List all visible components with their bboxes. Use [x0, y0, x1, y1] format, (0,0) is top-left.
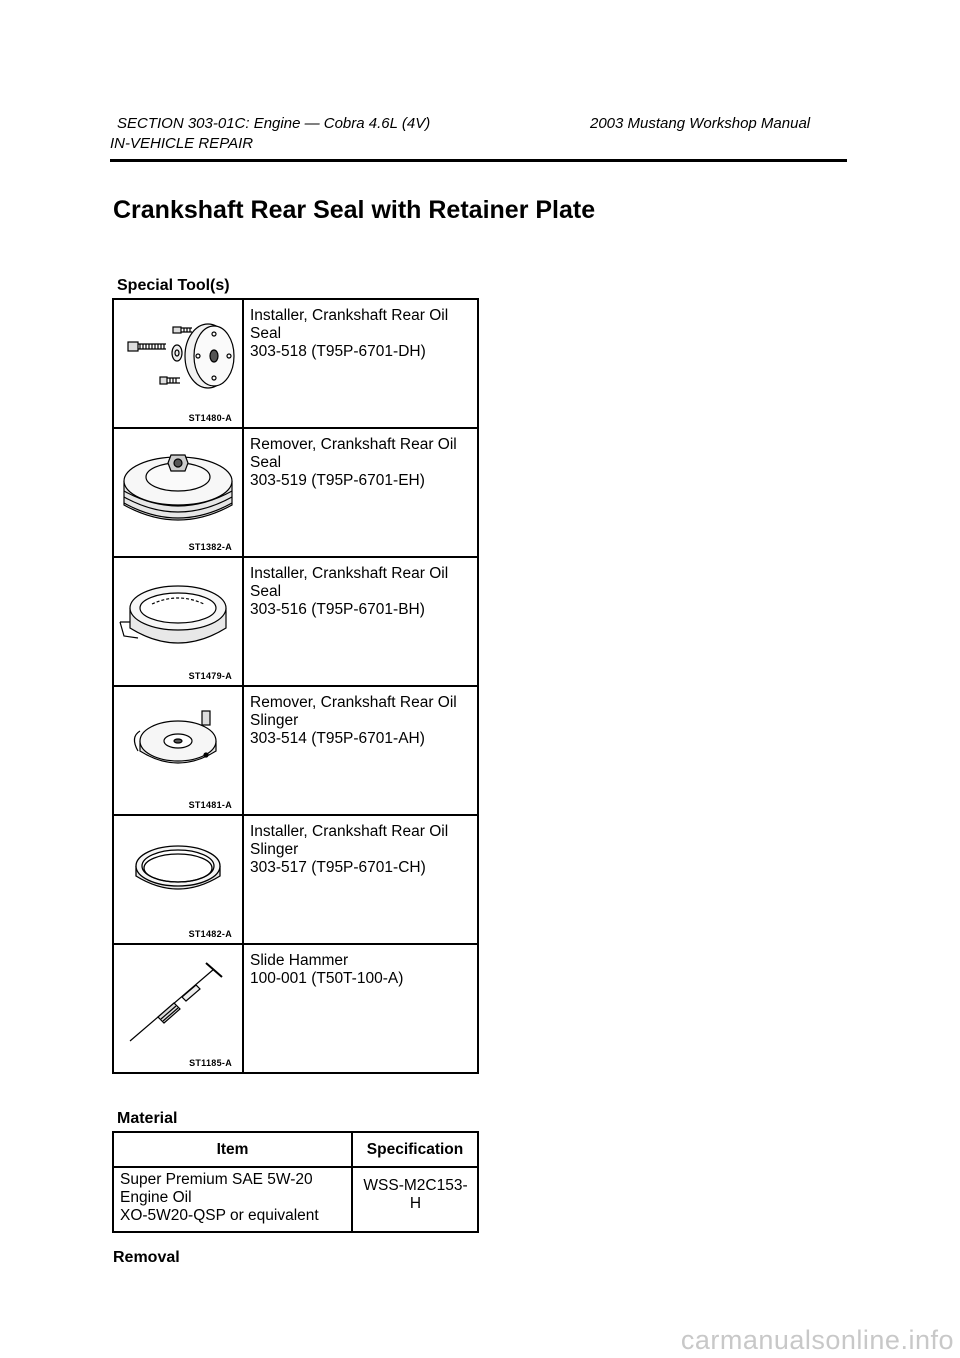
- tool-image-cell: [113, 428, 243, 557]
- material-item-line: Super Premium SAE 5W-20: [120, 1171, 313, 1188]
- tool-code: ST1382-A: [188, 542, 232, 552]
- item-column-header: Item: [113, 1132, 352, 1167]
- tool-number: 100-001 (T50T-100-A): [250, 970, 404, 987]
- tool-name: Remover, Crankshaft Rear Oil Seal: [250, 436, 457, 471]
- seal-installer-bolts-icon: [116, 304, 240, 414]
- seal-remover-icon: [116, 433, 240, 543]
- special-tools-table: [112, 298, 479, 1074]
- removal-heading: Removal: [113, 1249, 180, 1266]
- tool-code: ST1482-A: [188, 929, 232, 939]
- material-item: [113, 1167, 352, 1232]
- tool-image-cell: [113, 944, 243, 1073]
- tool-code: ST1185-A: [189, 1058, 232, 1068]
- header-manual: 2003 Mustang Workshop Manual: [590, 115, 811, 132]
- tool-row: [113, 815, 478, 944]
- tool-image-cell: [113, 686, 243, 815]
- tool-row: [113, 299, 478, 428]
- tool-name: Installer, Crankshaft Rear Oil Seal: [250, 307, 449, 342]
- header-section: SECTION 303-01C: Engine — Cobra 4.6L (4V): [117, 115, 431, 132]
- tool-name: Installer, Crankshaft Rear Oil Slinger: [250, 823, 449, 858]
- material-spec-line: H: [409, 1195, 422, 1212]
- page-title: Crankshaft Rear Seal with Retainer Plate: [113, 196, 596, 224]
- tool-row: [113, 944, 478, 1073]
- tool-image-cell: [113, 557, 243, 686]
- tool-number: 303-514 (T95P-6701-AH): [250, 730, 425, 747]
- tool-description: [243, 428, 478, 557]
- tool-number: 303-516 (T95P-6701-BH): [250, 601, 425, 618]
- slinger-remover-icon: [116, 691, 240, 801]
- material-spec-line: WSS-M2C153-: [363, 1177, 468, 1194]
- header-rule: [110, 159, 847, 162]
- slinger-installer-icon: [116, 820, 240, 930]
- seal-installer-ring-icon: [116, 562, 240, 672]
- material-item-line: Engine Oil: [120, 1189, 192, 1206]
- specification-column-header: Specification: [352, 1132, 478, 1167]
- tool-description: [243, 686, 478, 815]
- tool-row: [113, 686, 478, 815]
- slide-hammer-icon: [116, 949, 240, 1059]
- tool-description: [243, 815, 478, 944]
- tool-number: 303-517 (T95P-6701-CH): [250, 859, 426, 876]
- tool-row: [113, 428, 478, 557]
- tool-description: [243, 299, 478, 428]
- tool-code: ST1479-A: [188, 671, 232, 681]
- tool-image-cell: [113, 299, 243, 428]
- table-row: [113, 1167, 478, 1232]
- tool-code: ST1480-A: [188, 413, 232, 423]
- header-subsection: IN-VEHICLE REPAIR: [110, 135, 254, 152]
- tool-image-cell: [113, 815, 243, 944]
- tool-name: Slide Hammer: [250, 952, 349, 969]
- tool-code: ST1481-A: [188, 800, 232, 810]
- tool-number: 303-519 (T95P-6701-EH): [250, 472, 425, 489]
- material-table: [112, 1131, 479, 1233]
- tool-number: 303-518 (T95P-6701-DH): [250, 343, 426, 360]
- tool-description: [243, 557, 478, 686]
- material-label: Material: [117, 1110, 178, 1127]
- tool-description: [243, 944, 478, 1073]
- watermark: carmanualsonline.info: [680, 1325, 954, 1355]
- special-tools-label: Special Tool(s): [117, 277, 230, 294]
- tool-name: Installer, Crankshaft Rear Oil Seal: [250, 565, 449, 600]
- material-item-line: XO-5W20-QSP or equivalent: [120, 1207, 319, 1224]
- tool-name: Remover, Crankshaft Rear Oil Slinger: [250, 694, 457, 729]
- tool-row: [113, 557, 478, 686]
- material-specification: [352, 1167, 478, 1232]
- material-header-row: [113, 1132, 478, 1167]
